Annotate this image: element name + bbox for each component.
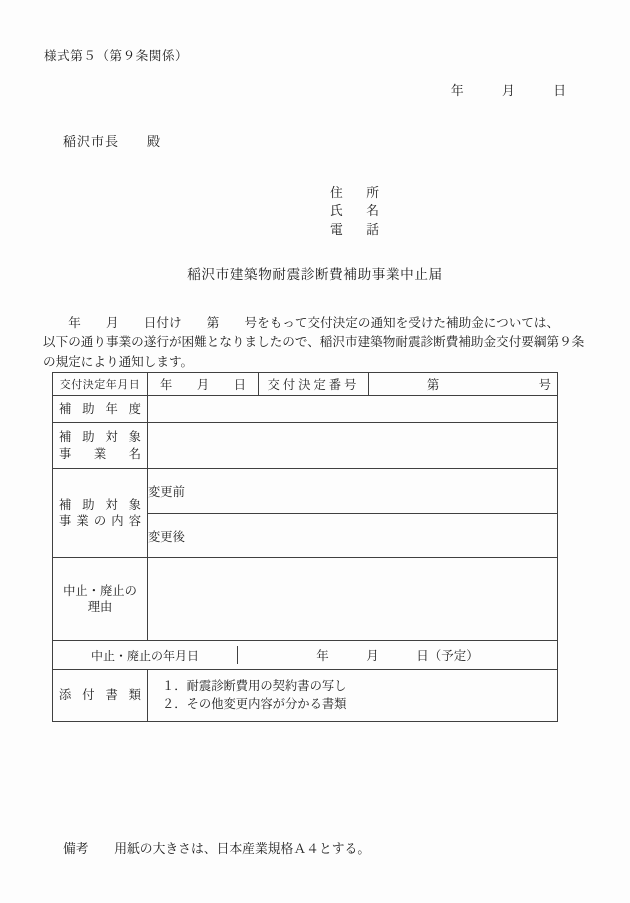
cancel-date-value-cell: 年 月 日（予定） [316, 649, 479, 663]
after-change-cell: 変更後 [148, 514, 558, 558]
applicant-address-label: 住 所 [330, 185, 379, 200]
reason-label-line1: 中止・廃止の [63, 583, 137, 598]
decision-number-suffix: 号 [538, 378, 551, 392]
row-decision-date [53, 373, 558, 396]
applicant-name-label: 氏 名 [330, 204, 379, 219]
form-number: 様式第５（第９条関係） [44, 49, 189, 63]
project-content-label-line2: 事 業 の 内 容 [59, 514, 141, 528]
project-content-label-line1: 補 助 対 象 [59, 497, 141, 512]
row-cancel-reason [53, 558, 558, 641]
decision-number-label: 交付決定番号 [259, 373, 369, 396]
before-change-cell: 変更前 [148, 469, 558, 514]
body-line-3: の規定により通知します。 [43, 354, 194, 369]
decision-number-value-cell [369, 373, 558, 396]
reason-value-cell [148, 558, 558, 641]
row-project-name [53, 423, 558, 469]
attachment-item-1: １．耐震診断費用の契約書の写し [162, 679, 347, 693]
decision-date-value-cell: 年 月 日 [148, 373, 259, 396]
applicant-phone-label: 電 話 [330, 222, 379, 237]
decision-date-label: 交付決定年月日 [53, 373, 148, 396]
remarks-note: 備考 用紙の大きさは、日本産業規格Ａ４とする。 [63, 842, 371, 856]
cancel-date-label: 中止・廃止の年月日 [53, 646, 238, 664]
row-cancel-date [53, 641, 558, 670]
attachments-label: 添 付 書 類 [59, 688, 141, 703]
row-attachments [53, 670, 558, 722]
body-line-1: 年 月 日付け 第 号をもって交付決定の通知を受けた補助金については、 [43, 316, 560, 330]
subsidy-year-label: 補 助 年 度 [59, 401, 141, 416]
row-project-content-before [53, 469, 558, 514]
project-name-value-cell [148, 423, 558, 469]
subsidy-year-value-cell [148, 396, 558, 423]
project-name-label-line2: 事 業 名 [59, 446, 141, 461]
applicant-info-block [330, 182, 379, 238]
body-paragraph [43, 314, 591, 372]
row-subsidy-year [53, 396, 558, 423]
date-line: 年 月 日 [450, 84, 566, 98]
addressee: 稲沢市長 殿 [63, 134, 162, 149]
attachment-item-2: ２．その他変更内容が分かる書類 [162, 696, 347, 711]
form-table [52, 372, 558, 722]
decision-number-prefix: 第 [427, 378, 440, 392]
body-line-2: 以下の通り事業の遂行が困難となりましたので、稲沢市建築物耐震診断費補助金交付要綱第９条 [43, 335, 585, 350]
project-name-label-line1: 補 助 対 象 [59, 430, 141, 444]
reason-label-line2: 理由 [87, 600, 113, 614]
document-title: 稲沢市建築物耐震診断費補助事業中止届 [187, 267, 443, 282]
